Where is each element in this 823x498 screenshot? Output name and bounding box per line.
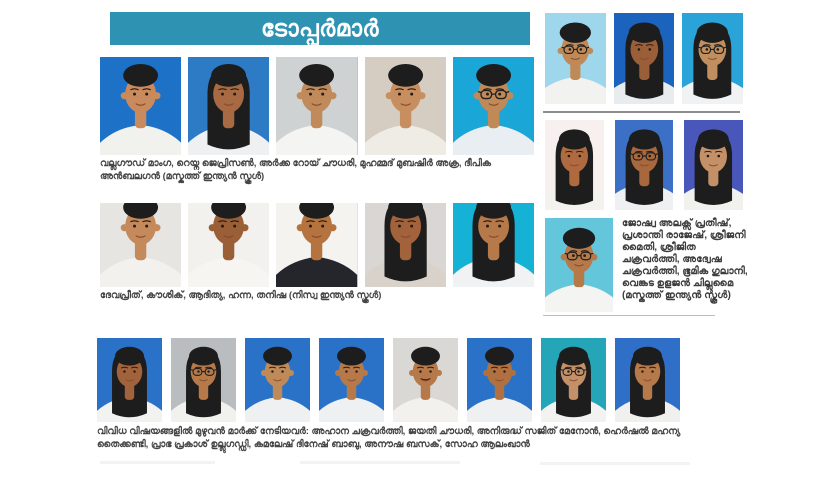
student-photo: [188, 57, 269, 155]
toppers-photo-row-right-a: [545, 13, 743, 104]
caption-row-2: ദേവപ്രീത്, കൗശിക്, ആദിത്യ, ഹന്ന, തനിഷ (നിസ്വ ഇന്ത്യൻ സ്കൂൾ): [100, 290, 382, 301]
student-photo: [541, 338, 606, 422]
student-photo: [100, 57, 181, 155]
caption-bottom-row: വിവിധ വിഷയങ്ങളിൽ മുഴുവൻ മാർക്ക് നേടിയവർ: അഹാന ചക്രവർത്തി, ജയതി ചൗധരി, അനിരുദ്ധ് സജിത് മേനോൻ, ഹെർഷൽ മഹന്യ തൈക്കണ്ടി, പ്രാഭ പ്രകാശ് ഉല്ലുഗഡ്ഡി, കമലേഷ് ദിനേഷ് ബാബു, അനൗഷ ബസക്, സോഹ ആലംഖാൻ: [97, 426, 681, 450]
student-photo: [100, 203, 181, 287]
page-title: ടോപ്പർമാർ: [261, 15, 379, 41]
student-photo: [171, 338, 236, 422]
student-photo: [682, 13, 743, 104]
student-photo: [319, 338, 384, 422]
student-photo: [615, 338, 680, 422]
student-photo: [545, 13, 606, 104]
student-photo: [545, 218, 613, 312]
student-photo: [365, 203, 446, 287]
toppers-photo-row-1: [100, 57, 534, 155]
student-photo: [453, 57, 534, 155]
student-photo: [684, 120, 743, 210]
student-photo: [97, 338, 162, 422]
student-photo: [188, 203, 269, 287]
student-photo: [393, 338, 458, 422]
title-banner: [110, 12, 530, 45]
horizontal-divider-bottom: [543, 315, 715, 316]
student-photo: [365, 57, 446, 155]
caption-row-1: വല്ലഗൗഡ് മാംഗ, റെയ്ന ജെപ്രിസൺ, അർക്ക റോയ് ചൗധരി, മുഹമ്മദ് മുബഷിർ അക്ര, ദീപിക അൻബലഗൻ (മസ്കത്ത് ഇന്ത്യൻ സ്കൂൾ): [100, 158, 491, 182]
student-photo: [545, 120, 604, 210]
student-photo: [276, 57, 357, 155]
print-smudge: [300, 461, 460, 464]
print-smudge: [100, 461, 215, 464]
toppers-photo-row-bottom: [97, 338, 680, 422]
student-photo: [453, 203, 534, 287]
horizontal-divider-top: [543, 111, 740, 113]
toppers-photo-row-right-b: [545, 120, 743, 210]
toppers-photo-row-2: [100, 203, 534, 287]
student-photo: [615, 120, 674, 210]
caption-right-column: ജോഷ്വ അലക്സ് പ്രതീഷ്, പ്രശാന്തി രാജേഷ്, ശ്രീജനി മൈതി, ശ്രീജിത ചക്രവർത്തി, അദ്വേഷ ചക്രവർത്തി, ഭൂമിക ഗുലാനി, വെങ്കട ഉളജൻ ചില്ലുമൈ (മസ്കത്ത് ഇന്ത്യൻ സ്കൂൾ): [622, 218, 748, 302]
student-photo: [614, 13, 675, 104]
toppers-photo-right-c: [545, 218, 613, 312]
student-photo: [276, 203, 357, 287]
student-photo: [245, 338, 310, 422]
print-smudge: [540, 462, 690, 465]
student-photo: [467, 338, 532, 422]
